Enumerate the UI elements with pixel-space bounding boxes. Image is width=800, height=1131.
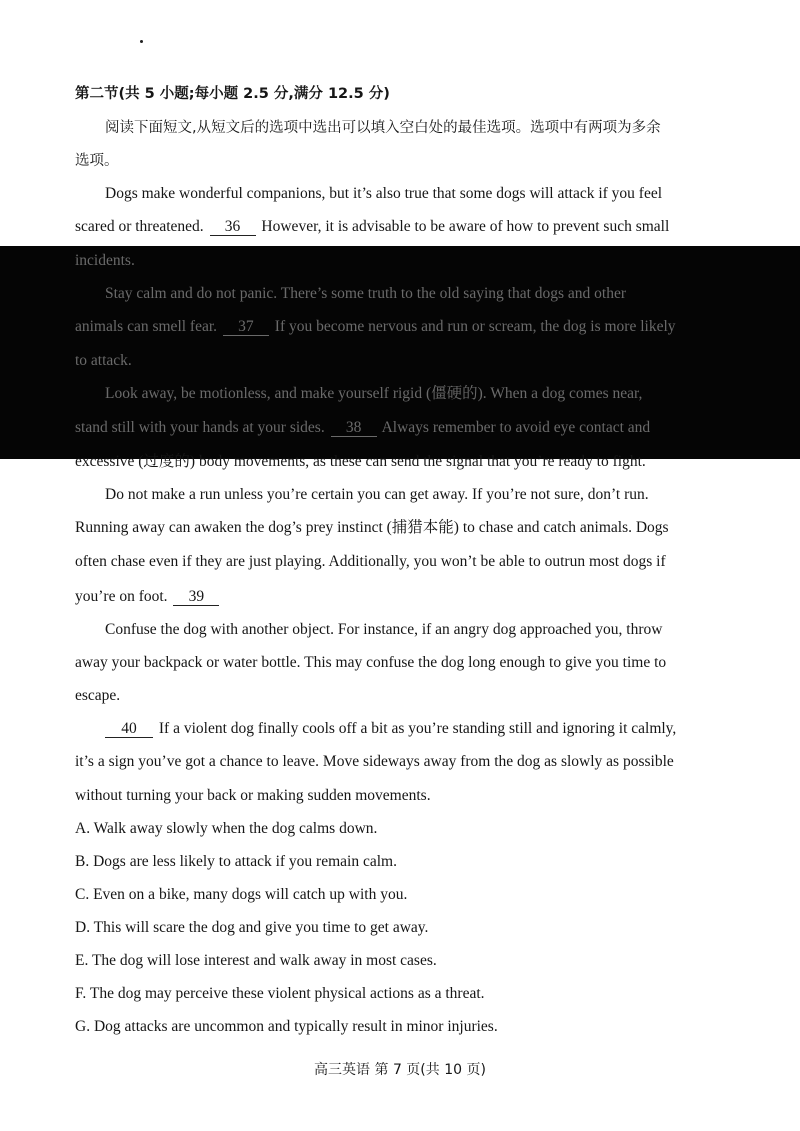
option-g: G. Dog attacks are uncommon and typically result in minor injuries. [75,1018,498,1035]
option-a: A. Walk away slowly when the dog calms down. [75,820,378,837]
passage-text: you’re on foot. [75,588,168,605]
passage-text: However, it is advisable to be aware of how to prevent such small [261,218,670,235]
passage-line: away your backpack or water bottle. This may confuse the dog long enough to give you time to [75,654,667,671]
passage-line: incidents. [75,252,135,269]
blank-36: 36 [210,218,256,236]
passage-line [103,719,738,739]
passage-line: Dogs make wonderful companions, but it’s also true that some dogs will attack if you feel [105,185,663,202]
passage-line: without turning your back or making sudden movements. [75,787,431,804]
passage-line [75,217,738,237]
passage-line [75,317,738,337]
passage-line [75,418,738,438]
instructions-line-1: 阅读下面短文,从短文后的选项中选出可以填入空白处的最佳选项。选项中有两项为多余 [105,120,661,136]
option-c: C. Even on a bike, many dogs will catch up with you. [75,886,408,903]
passage-line: excessive (过度的) body movements, as these can send the signal that you’re ready to fight. [75,453,646,470]
option-f: F. The dog may perceive these violent physical actions as a threat. [75,985,485,1002]
section-title: 第二节(共 5 小题;每小题 2.5 分,满分 12.5 分) [75,86,390,102]
passage-line [75,587,738,607]
passage-text: If a violent dog finally cools off a bit as you’re standing still and ignoring it calmly, [158,720,677,737]
blank-40: 40 [105,720,153,738]
stray-mark [140,40,143,43]
passage-text: If you become nervous and run or scream, the dog is more likely [274,318,676,335]
passage-line: often chase even if they are just playing. Additionally, you won’t be able to outrun most dogs if [75,553,666,570]
instructions-line-2: 选项。 [75,153,119,169]
passage-text: scared or threatened. [75,218,204,235]
passage-line: Running away can awaken the dog’s prey instinct (捕猎本能) to chase and catch animals. Dogs [75,519,669,536]
blank-37: 37 [223,318,269,336]
passage-line: Stay calm and do not panic. There’s some truth to the old saying that dogs and other [105,285,627,302]
page-footer: 高三英语 第 7 页(共 10 页) [314,1062,486,1078]
passage-text: animals can smell fear. [75,318,218,335]
passage-line: Confuse the dog with another object. For instance, if an angry dog approached you, throw [105,621,663,638]
passage-line: escape. [75,687,121,704]
option-d: D. This will scare the dog and give you time to get away. [75,919,429,936]
passage-text: stand still with your hands at your sides. [75,419,325,436]
passage-line: Look away, be motionless, and make yourself rigid (僵硬的). When a dog comes near, [105,385,643,402]
passage-text: Always remember to avoid eye contact and [381,419,651,436]
passage-line: to attack. [75,352,132,369]
passage-line: it’s a sign you’ve got a chance to leave. Move sideways away from the dog as slowly as possible [75,753,674,770]
blank-38: 38 [331,419,377,437]
option-e: E. The dog will lose interest and walk away in most cases. [75,952,437,969]
passage-line: Do not make a run unless you’re certain you can get away. If you’re not sure, don’t run. [105,486,649,503]
option-b: B. Dogs are less likely to attack if you remain calm. [75,853,397,870]
blank-39: 39 [173,588,219,606]
